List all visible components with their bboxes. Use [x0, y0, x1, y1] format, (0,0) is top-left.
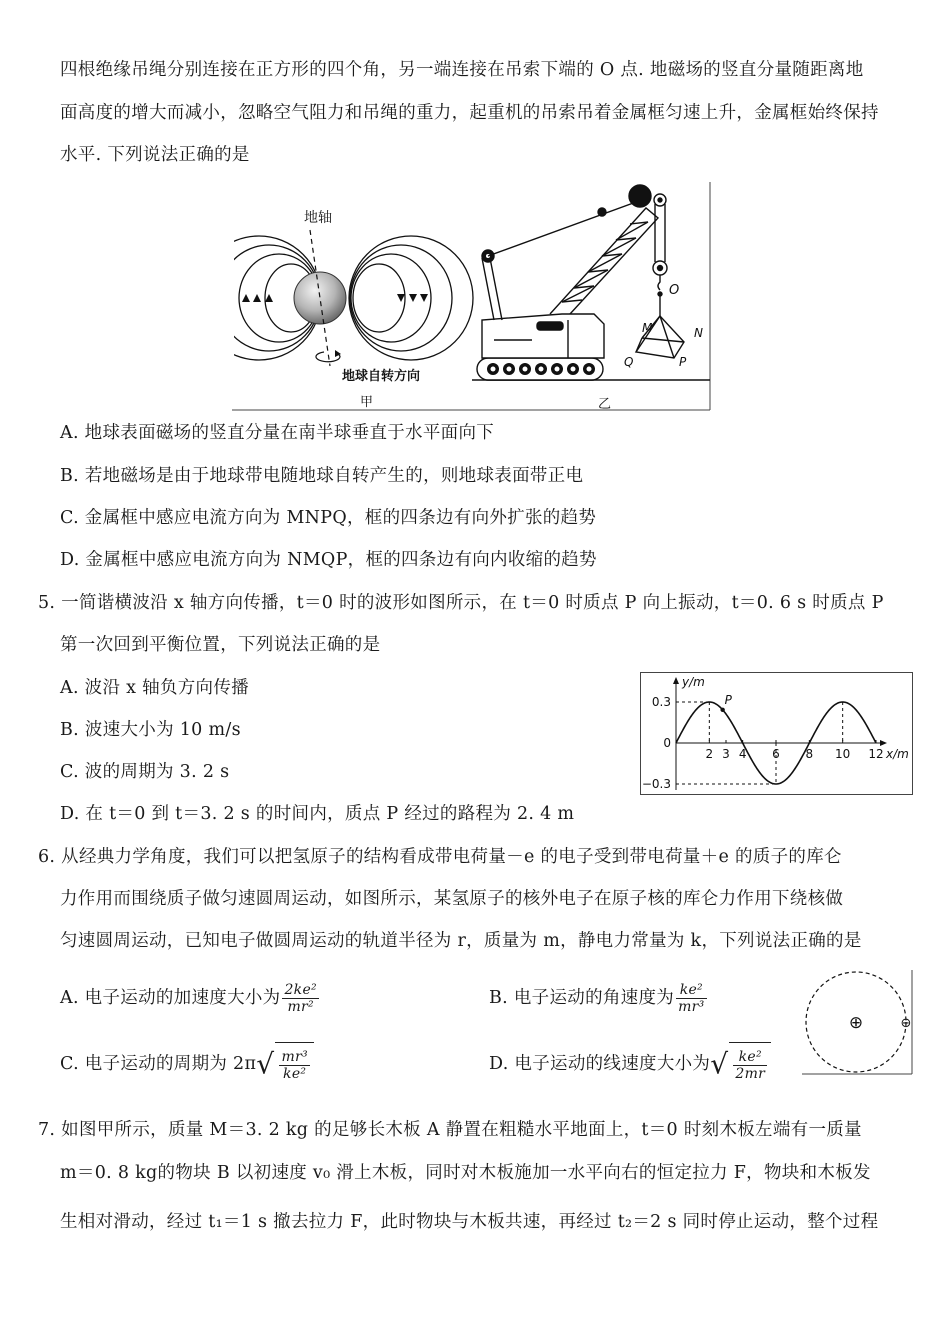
wave-y-axis-label: y/m	[682, 675, 705, 689]
q5-option-a: A. 波沿 x 轴负方向传播	[60, 678, 249, 698]
q6-option-b-fraction	[676, 982, 706, 1015]
earth-globe	[294, 272, 346, 324]
sqrt-symbol: √	[256, 1047, 275, 1081]
q5-stem-1: 5. 一简谐横波沿 x 轴方向传播，t＝0 时的波形如图所示，在 t＝0 时质点 P 向上振动，t＝0. 6 s 时质点 P	[38, 593, 884, 613]
q6-option-b	[489, 978, 709, 1018]
wave-x-arrow-icon	[880, 740, 887, 746]
right-caption: 乙	[598, 397, 612, 412]
q6-option-d	[489, 1042, 771, 1087]
wave-y-tick-label: −0.3	[641, 777, 671, 791]
q7-stem-3: 生相对滑动，经过 t₁＝1 s 撤去拉力 F，此时物块与木板共速，再经过 t₂＝2 s 同时停止运动，整个过程	[60, 1212, 879, 1232]
q6-option-c-text: C. 电子运动的周期为 2π	[60, 1054, 257, 1074]
left-caption: 甲	[360, 395, 374, 410]
rotation-direction-label: 地球自转方向	[342, 369, 421, 384]
wave-point-p-label: P	[724, 692, 732, 707]
q4-option-a: A. 地球表面磁场的竖直分量在南半球垂直于水平面向下	[60, 423, 495, 443]
q4-option-b: B. 若地磁场是由于地球带电随地球自转产生的，则地球表面带正电	[60, 466, 584, 486]
q4-option-c: C. 金属框中感应电流方向为 MNPQ，框的四条边有向外扩张的趋势	[60, 508, 597, 528]
electron-icon: ⊖	[900, 1016, 912, 1031]
wave-point-p-marker	[720, 708, 724, 712]
q6-stem-2: 力作用而围绕质子做匀速圆周运动，如图所示，某氢原子的核外电子在原子核的库仑力作用下绕核做	[60, 889, 844, 909]
q6-a-numerator: 2ke²	[284, 982, 317, 998]
q6-stem-1: 6. 从经典力学角度，我们可以把氢原子的结构看成带电荷量－e 的电子受到带电荷量＋e 的质子的库仑	[38, 847, 842, 867]
intro-line-3: 水平. 下列说法正确的是	[60, 145, 250, 165]
q7-stem-2: m＝0. 8 kg的物块 B 以初速度 v₀ 滑上木板，同时对木板施加一水平向右的恒定拉力 F，物块和木板发	[60, 1163, 871, 1183]
q6-d-denominator: 2mr	[735, 1066, 766, 1082]
q7-stem-1: 7. 如图甲所示，质量 M＝3. 2 kg 的足够长木板 A 静置在粗糙水平地面上，t＝0 时刻木板左端有一质量	[38, 1120, 862, 1140]
wave-x-tick-label: 3	[722, 747, 730, 761]
intro-line-2: 面高度的增大而减小，忽略空气阻力和吊绳的重力，起重机的吊索吊着金属框匀速上升，金属框始终保持	[60, 103, 879, 123]
q6-option-d-text: D. 电子运动的线速度大小为	[489, 1054, 711, 1074]
question-4-figure	[232, 182, 720, 414]
earth-axis-label: 地轴	[304, 210, 332, 226]
q6-option-d-fraction	[733, 1049, 767, 1082]
label-q: Q	[624, 355, 634, 369]
q5-stem-2: 第一次回到平衡位置，下列说法正确的是	[60, 635, 381, 655]
q4-option-d: D. 金属框中感应电流方向为 NMQP，框的四条边有向内收缩的趋势	[60, 550, 597, 570]
q6-d-numerator: ke²	[733, 1049, 767, 1066]
q6-option-a-fraction	[282, 982, 319, 1015]
wave-y-tick-label: 0	[663, 736, 671, 750]
wave-x-tick-label: 8	[805, 747, 814, 761]
q5-option-c: C. 波的周期为 3. 2 s	[60, 762, 230, 782]
label-m: M	[642, 321, 653, 335]
wave-x-tick-label: 6	[772, 747, 780, 761]
q6-option-c-fraction	[279, 1049, 309, 1082]
q6-option-a	[60, 978, 321, 1018]
hydrogen-orbit-figure	[800, 968, 918, 1078]
q6-option-b-text: B. 电子运动的角速度为	[489, 988, 675, 1008]
label-n: N	[694, 326, 703, 340]
wave-x-tick-label: 4	[738, 747, 747, 761]
nucleus-icon: ⊕	[848, 1013, 864, 1033]
q6-c-denominator: ke²	[283, 1066, 307, 1082]
wave-chart-axes	[673, 677, 887, 790]
q6-option-a-text: A. 电子运动的加速度大小为	[60, 988, 281, 1008]
sqrt-symbol: √	[710, 1047, 729, 1081]
wave-x-axis-label: x/m	[886, 747, 909, 761]
q5-option-b: B. 波速大小为 10 m/s	[60, 720, 241, 740]
q6-stem-3: 匀速圆周运动，已知电子做圆周运动的轨道半径为 r，质量为 m，静电力常量为 k，下列说法正确的是	[60, 931, 862, 951]
wave-x-tick-label: 10	[835, 747, 851, 761]
label-o: O	[669, 283, 680, 298]
q6-b-numerator: ke²	[676, 982, 706, 999]
q6-c-numerator: mr³	[281, 1049, 308, 1065]
q5-option-d: D. 在 t＝0 到 t＝3. 2 s 的时间内，质点 P 经过的路程为 2. 4 m	[60, 804, 575, 824]
label-p: P	[679, 355, 687, 369]
wave-chart	[640, 672, 916, 798]
intro-line-1: 四根绝缘吊绳分别连接在正方形的四个角，另一端连接在吊索下端的 O 点. 地磁场的竖直分量随距离地	[60, 60, 864, 80]
wave-y-tick-label: 0.3	[651, 695, 671, 709]
wave-x-tick-label: 12	[868, 747, 884, 761]
wave-y-arrow-icon	[673, 677, 679, 684]
q6-option-c	[60, 1042, 314, 1087]
wave-x-tick-label: 2	[705, 747, 714, 761]
q6-a-denominator: mr²	[287, 999, 314, 1015]
q6-b-denominator: mr³	[678, 999, 705, 1015]
